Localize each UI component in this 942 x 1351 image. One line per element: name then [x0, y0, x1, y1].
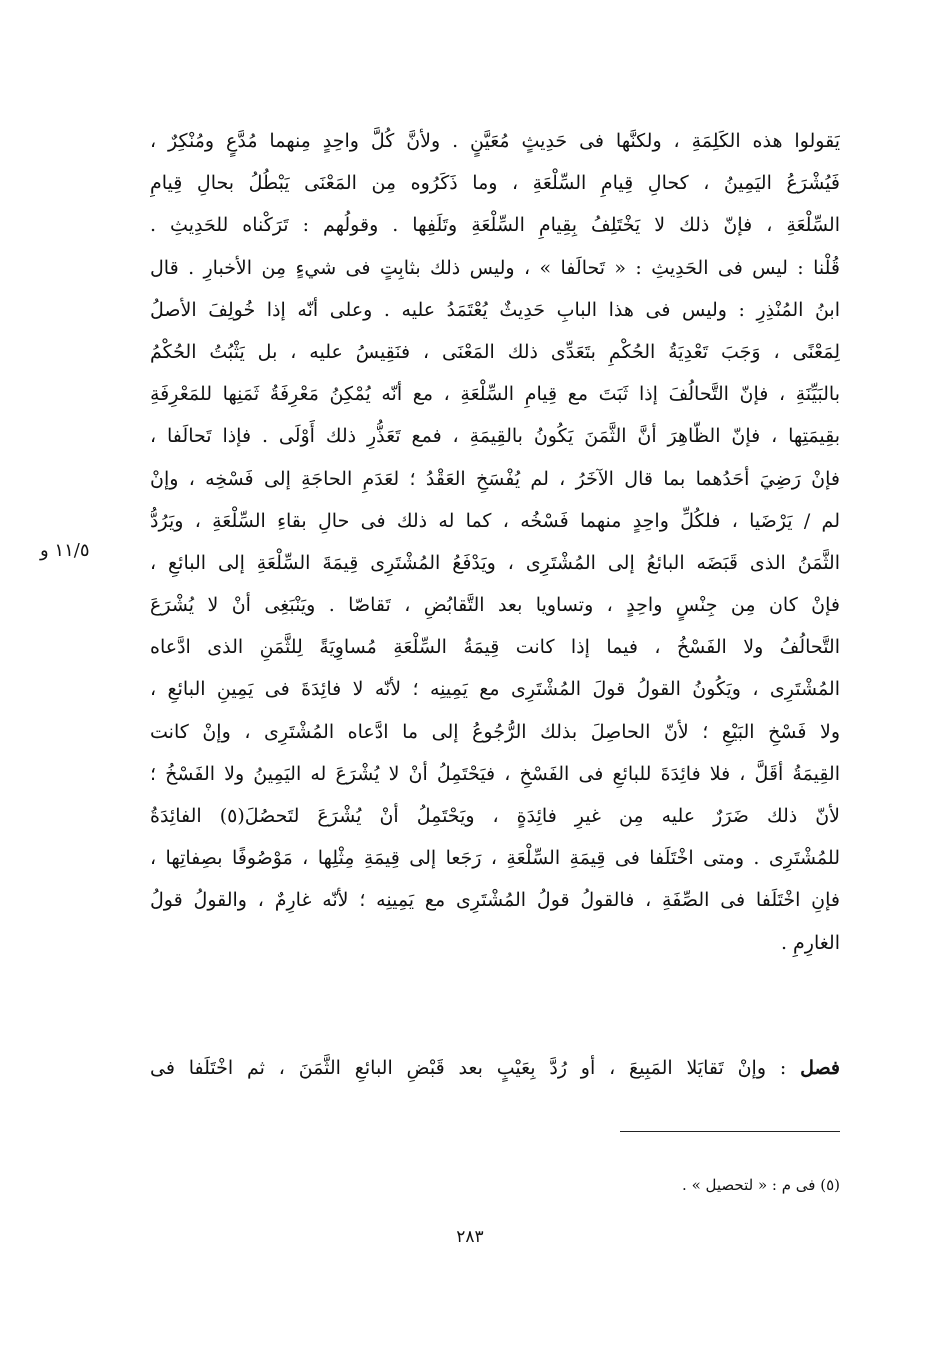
text-line: بالبَيِّنَةِ ، فإنّ التَّحالُفَ إذا ثَبَتَ مع قِيامِ السِّلْعَةِ ، مع أنّه يُمْكِنُ مَعْرِفَةُ ثَمَنِها للمَعْرِفَةِ — [150, 383, 840, 406]
margin-folio-note: ١١/٥ و — [40, 540, 90, 561]
text-line: للمُشْتَرِى . ومتى اخْتَلَفا فى قِيمَةِ السِّلْعَةِ ، رَجَعا إلى قِيمَةِ مِثْلِها ، مَوْصُوفًا بصِفاتِها ، — [150, 847, 840, 870]
footnote: (٥) فى م : « لتحصيل » . — [682, 1176, 840, 1194]
text-line: لِمَعْنًى ، وَجَبَ تَعْدِيَةُ الحُكْمِ بتَعَدِّى ذلك المَعْنَى ، فنَقِيسُ عليه ، بل يَثْبُتُ الحُكْمُ — [150, 340, 840, 363]
text-line: بقِيمَتِها ، فإنّ الظّاهِرَ أنَّ الثَّمَنَ يَكُونُ بالقِيمَةِ ، فمع تَعَذُّرِ ذلك أَوْلَى . فإذا تَحالَفا ، — [150, 425, 840, 448]
text-line: القِيمَةُ أقَلَّ ، فلا فائِدَةَ للبائعِ فى الفَسْخِ ، فيَحْتَمِلُ أنْ لا يُشْرَعَ له اليَمِينُ ولا الفَسْخُ ؛ — [150, 762, 840, 785]
text-line: التَّحالُفُ ولا الفَسْخُ ، فيما إذا كانت قِيمَةُ السِّلْعَةِ مُساوِيَةً لِلثَّمَنِ الذى ادَّعاه — [150, 636, 840, 659]
text-line: فإنْ كان مِن جِنْسٍ واحِدٍ ، وتساويا بعد التَّقابُضِ ، تَقاصّا . ويَنْبَغِى أنْ لا يُشْرَعَ — [150, 594, 840, 617]
text-line: قُلْنا : ليس فى الحَدِيثِ : « تَحالَفا » ، وليس ذلك بثابِتٍ فى شيءٍ مِن الأخبارِ . قال — [150, 256, 840, 279]
text-line: الثَّمَنُ الذى قَبَضَه البائعُ إلى المُشْتَرِى ، ويَدْفَعُ المُشْتَرِى قِيمَةَ السِّلْعَةِ إلى البائعِ ، — [150, 551, 840, 574]
text-line: فإنْ رَضِيَ أحَدُهما بما قال الآخَرُ ، لم يُفْسَخِ العَقْدُ ؛ لعَدَمِ الحاجَةِ إلى فَسْخِه ، وإنْ — [150, 467, 840, 490]
footnote-divider — [620, 1131, 840, 1132]
text-line: الغارِمِ . — [780, 931, 840, 954]
fasl-heading: فصل — [800, 1057, 840, 1079]
text-line: فإنِ اخْتَلَفا فى الصِّفَةِ ، فالقولُ قولُ المُشْتَرِى مع يَمِينِه ؛ لأنّه غارِمٌ ، والقولُ قولُ — [150, 889, 840, 912]
page-number: ٢٨٣ — [456, 1227, 484, 1247]
main-text-block — [150, 120, 840, 964]
text-line: المُشْتَرِى ، ويَكُونُ القولُ قولَ المُشْتَرِى مع يَمِينِه ؛ لأنّه لا فائِدَةَ فى يَمِينِ البائعِ ، — [150, 678, 840, 701]
text-line: لأنّ ذلك ضَرَرٌ عليه مِن غيرِ فائِدَةٍ ، ويَحْتَمِلُ أنْ يُشْرَعَ لتَحصُلَ(٥) الفائِدَةُ — [150, 805, 840, 827]
fasl-paragraph — [150, 1046, 840, 1090]
text-line: فَيُشْرَعُ اليَمِينُ ، كحالِ قِيامِ السِّلْعَةِ ، وما ذَكَرُوه مِن المَعْنَى يَبْطُلُ بحالِ قِيامِ — [150, 172, 840, 195]
text-line: ولا فَسْخِ البَيْعِ ؛ لأنّ الحاصِلَ بذلك الرُّجُوعُ إلى ما ادَّعاه المُشْتَرِى ، وإنْ كانت — [150, 720, 840, 743]
text-line: ابنُ المُنْذِرِ : وليس فى هذا البابِ حَدِيثٌ يُعْتَمَدُ عليه . وعلى أنّه إذا خُولِفَ الأصلُ — [150, 298, 840, 321]
fasl-text: : وإنْ تَقايَلا المَبِيعَ ، أو رُدَّ بِعَيْبٍ بعد قَبْضِ البائعِ الثَّمَنَ ، ثم اخْتَلَفا فى — [150, 1057, 787, 1079]
text-line: السِّلْعَةِ ، فإنّ ذلك لا يَخْتَلِفُ بِقِيامِ السِّلْعَةِ وتَلَفِها . وقولُهم : تَرَكْناه للحَدِيثِ . — [150, 214, 840, 237]
text-line: يَقولوا هذه الكَلِمَةِ ، ولكنَّها فى حَدِيثٍ مُعَيَّنٍ . ولأنَّ كُلَّ واحِدٍ مِنهما مُدَّعٍ ومُنْكِرٌ ، — [150, 130, 840, 152]
text-line: لم / يَرْضَيا ، فلكُلِّ واحِدٍ منهما فَسْخُه ، كما له ذلك فى حالِ بقاءِ السِّلْعَةِ ، ويَرُدُّ — [150, 509, 840, 532]
